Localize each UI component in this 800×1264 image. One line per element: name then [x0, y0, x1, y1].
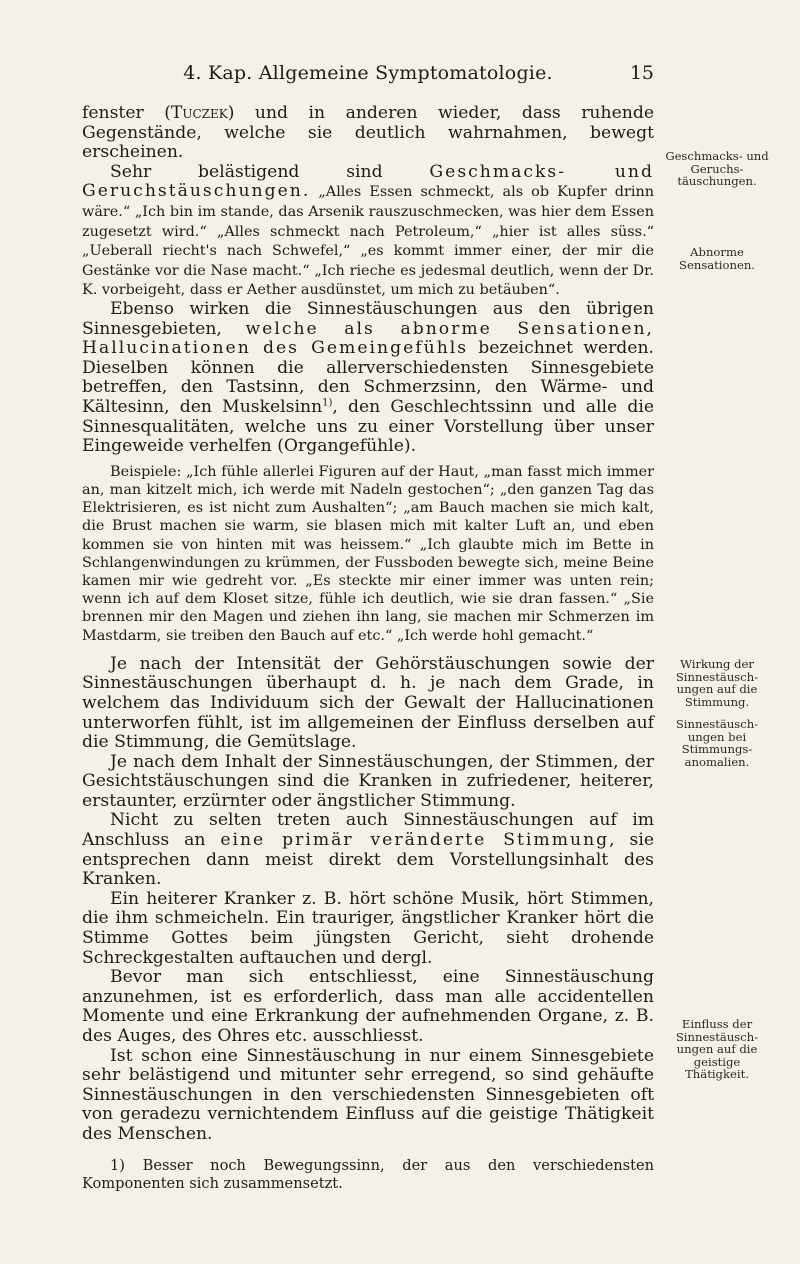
chapter-heading: 4. Kap. Allgemeine Symptomatologie.: [183, 62, 553, 84]
footnote-mark: 1): [110, 1156, 125, 1174]
margin-note-effect-on-mood: Wirkung der Sinnestäusch-ungen auf die Stimmung.: [675, 657, 759, 709]
spaced-emphasis: Geschmacks- und Geruchstäuschungen.: [82, 161, 654, 202]
paragraph-5: Je nach der Intensität der Gehörstäuschungen sowie der Sinnestäuschungen überhaupt d. h. je nach dem Grade, in welchem das Individuum sich der Gewalt der Hallucinationen unterworfen fühlt, ist im allgemeinen der Einfluss derselben auf die Stimmung, die Gemütslage.: [82, 653, 654, 753]
author-name: Tuczek: [170, 103, 228, 123]
footnote-reference: 1): [322, 397, 333, 409]
paragraph-10: Ist schon eine Sinnestäuschung in nur einem Sinnesgebiete sehr belästigend und mitunter sehr erregend, so sind gehäufte Sinnestäuschungen in den verschiedensten Sinnesgebieten oft von geradezu vernichtendem Einfluss auf die geistige Thätigkeit des Menschen.: [82, 1045, 654, 1144]
paragraph-2: Sehr belästigend sind Geschmacks- und Geruchstäuschungen. „Alles Essen schmeckt, als ob Kupfer drinn wäre.“ „Ich bin im stande, das Arsenik rauszuschmecken, was hier dem Essen zugesetzt wird.“ „Alles schmeckt nach Petroleum,“ „hier ist alles süss.“ „Ueberall riecht's nach Schwefel,“ „es kommt immer einer, der mir die Gestänke vor die Nase macht.“ „Ich rieche es jedesmal deutlich, wenn der Dr. K. vorbeigeht, dass er Aether ausdünstet, um mich zu betäuben“.: [82, 161, 654, 299]
paragraph-8: Ein heiterer Kranker z. B. hört schöne Musik, hört Stimmen, die ihm schmeicheln. Ein trauriger, ängstlicher Kranker hört die Stimme Gottes beim jüngsten Gericht, sieht drohende Schreckgestalten auftauchen und dergl.: [82, 888, 654, 968]
margin-note-mental-activity: Einfluss der Sinnestäusch-ungen auf die geistige Thätigkeit.: [675, 1017, 759, 1082]
paragraph-9: Bevor man sich entschliesst, eine Sinnestäuschung anzunehmen, ist es erforderlich, dass man alle accidentellen Momente und eine Erkrankung der aufnehmenden Organe, z. B. des Auges, des Ohres etc. ausschliesst.: [82, 967, 654, 1046]
main-text-column: [82, 104, 654, 1193]
examples-paragraph: Beispiele: „Ich fühle allerlei Figuren auf der Haut, „man fasst mich immer an, man kitzelt mich, ich werde mit Nadeln gestochen“; „den ganzen Tag das Elektrisieren, es ist nicht zum Aushalten“; „am Bauch machen sie mich kalt, die Brust machen sie warm, sie blasen mich mit kalter Luft an, und eben kommen sie von hinten mit was heissem.“ „Ich glaubte mich im Bette in Schlangenwindungen zu krümmen, der Fussboden bewegte sich, meine Beine kamen mir wie gedreht vor. „Es steckte mir einer immer was unten rein; wenn ich auf dem Kloset sitze, fühle ich deutlich, wie sie dran fassen.“ „Sie brennen mir den Magen und ziehen ihn lang, sie machen mir Schmerzen im Mastdarm, sie treiben den Bauch auf etc.“ „Ich werde hohl gemacht.“: [82, 463, 654, 644]
page-number: 15: [629, 62, 654, 84]
paragraph-6: Je nach dem Inhalt der Sinnestäuschungen, der Stimmen, der Gesichtstäuschungen sind die Kranken in zufriedener, heiterer, erstaunter, erzürnter oder ängstlicher Stimmung.: [82, 751, 654, 811]
paragraph-1: fenster (Tuczek) und in anderen wieder, dass ruhende Gegenstände, welche sie deutlich wahrnahmen, bewegt erscheinen.: [82, 103, 654, 163]
quoted-examples: „Alles Essen schmeckt, als ob Kupfer drinn wäre.“ „Ich bin im stande, das Arsenik rauszuschmecken, was hier dem Essen zugesetzt wird.“ „Alles schmeckt nach Petroleum,“ „hier ist alles süss.“ „Ueberall riecht's nach Schwefel,“ „es kommt immer einer, der mir die Gestänke vor die Nase macht.“ „Ich rieche es jedesmal deutlich, wenn der Dr. K. vorbeigeht, dass er Aether ausdünstet, um mich zu betäuben“.: [82, 184, 654, 299]
footnote: 1) Besser noch Bewegungssinn, der aus den verschiedensten Komponenten sich zusammensetzt.: [82, 1156, 654, 1192]
margin-note-taste-smell: Geschmacks- und Geruchs-täuschungen.: [665, 149, 769, 189]
paragraph-3: Ebenso wirken die Sinnestäuschungen aus den übrigen Sinnesgebieten, welche als abnorme Sensationen, Hallucinationen des Gemeingefühls bezeichnet werden. Dieselben können die allerverschiedensten Sinnesgebiete betreffen, den Tastsinn, den Schmerzsinn, den Wärme- und Kältesinn, den Muskelsinn$^{1)}$, den Geschlechtssinn und alle die Sinnesqualitäten, welche uns zu einer Vorstellung über unser Eingeweide verhelfen (Organgefühle).: [82, 298, 655, 457]
paragraph-7: Nicht zu selten treten auch Sinnestäuschungen auf im Anschluss an eine primär veränderte Stimmung, sie entsprechen dann meist direkt dem Vorstellungsinhalt des Kranken.: [82, 810, 655, 890]
margin-note-mood-anomalies: Sinnestäusch-ungen bei Stimmungs-anomalien.: [675, 717, 759, 769]
running-header: [82, 62, 654, 90]
spaced-emphasis: welche als abnorme Sensationen, Hallucinationen des Gemeingefühls: [82, 318, 654, 359]
spaced-emphasis: eine primär veränderte Stimmung: [220, 830, 610, 851]
margin-note-abnormal-sensations: Abnorme Sensationen.: [679, 245, 755, 272]
